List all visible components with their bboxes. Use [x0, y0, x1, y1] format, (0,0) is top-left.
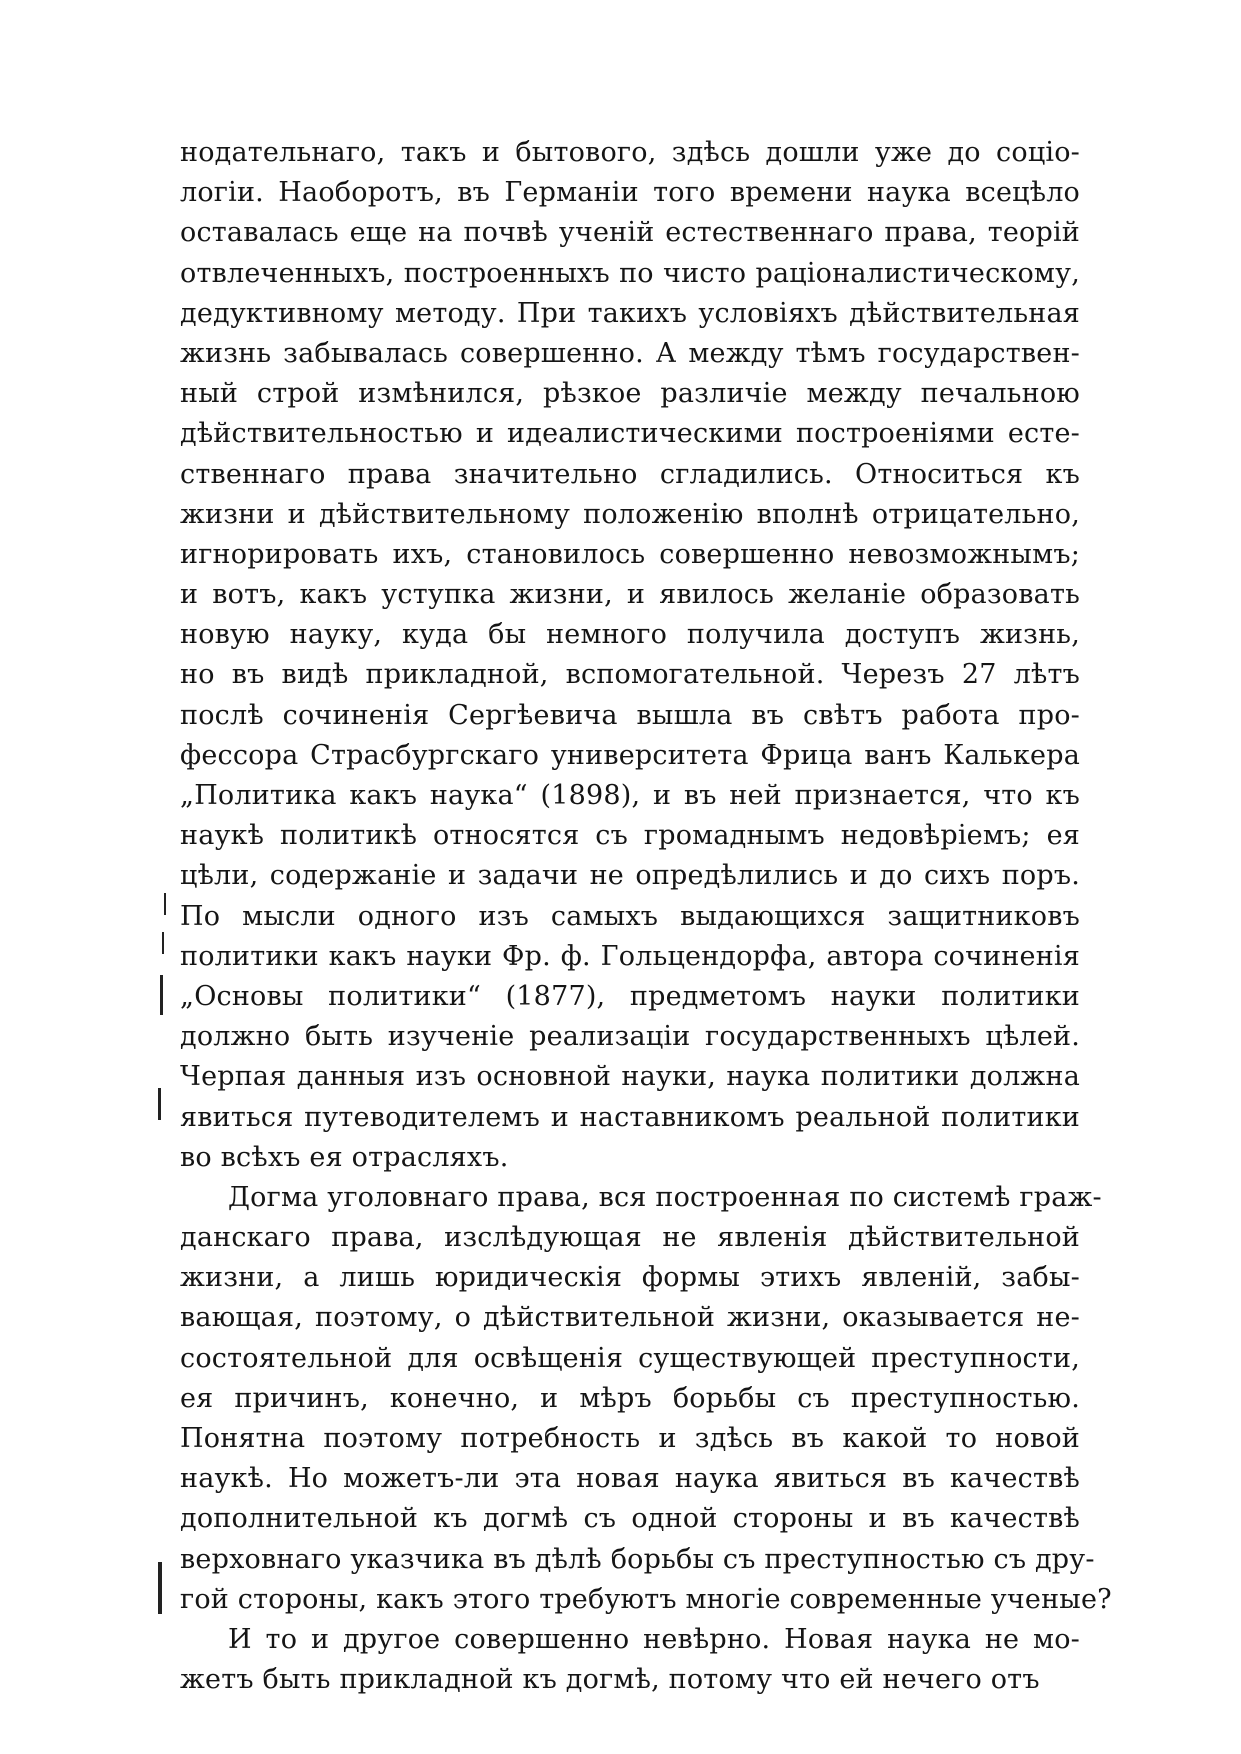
- text-line: наукѣ. Но можетъ-ли эта новая наука явиться въ качествѣ: [180, 1463, 1080, 1495]
- body-text: [180, 133, 1112, 1700]
- margin-tick-mark: [160, 975, 163, 1015]
- paragraph-2: [180, 1178, 1112, 1620]
- text-line: Понятна поэтому потребность и здѣсь въ какой то новой: [180, 1423, 1080, 1454]
- text-line: верховнаго указчика въ дѣлѣ борьбы съ преступностью съ дру-: [180, 1543, 1095, 1575]
- text-line: должно быть изученіе реализаціи государственныхъ цѣлей.: [180, 1021, 1080, 1053]
- text-line: политики какъ науки Фр. ф. Гольцендорфа, автора сочиненія: [180, 940, 1080, 972]
- text-line: отвлеченныхъ, построенныхъ по чисто раціоналистическому,: [180, 257, 1080, 289]
- text-line: послѣ сочиненія Сергѣевича вышла въ свѣтъ работа про-: [180, 699, 1080, 731]
- text-line: новую науку, куда бы немного получила доступъ жизнь,: [180, 619, 1080, 651]
- text-line: наукѣ политикѣ относятся съ громаднымъ недовѣріемъ; ея: [180, 820, 1080, 852]
- text-line: ея причинъ, конечно, и мѣръ борьбы съ преступностью.: [180, 1382, 1080, 1414]
- paragraph-1: [180, 133, 1080, 1178]
- text-line: вающая, поэтому, о дѣйствительной жизни, оказывается не-: [180, 1302, 1080, 1334]
- paragraph-3: [180, 1620, 1080, 1700]
- text-line: жизни и дѣйствительному положенію вполнѣ отрицательно,: [180, 498, 1080, 530]
- text-line: состоятельной для освѣщенія существующей преступности,: [180, 1342, 1080, 1374]
- margin-tick-mark: [164, 893, 166, 915]
- text-line: явиться путеводителемъ и наставникомъ реальной политики: [180, 1101, 1080, 1133]
- text-line: По мысли одного изъ самыхъ выдающихся защитниковъ: [180, 900, 1080, 932]
- text-line: ный строй измѣнился, рѣзкое различіе между печальною: [180, 378, 1080, 410]
- text-line: „Политика какъ наука“ (1898), и въ ней признается, что къ: [180, 780, 1080, 811]
- text-line: гой стороны, какъ этого требуютъ многіе современные ученые?: [180, 1583, 1112, 1615]
- text-line: во всѣхъ ея отрасляхъ.: [180, 1141, 509, 1173]
- text-line: „Основы политики“ (1877), предметомъ науки политики: [180, 980, 1080, 1012]
- margin-tick-mark: [162, 932, 164, 954]
- text-line: Догма уголовнаго права, вся построенная по системѣ граж-: [228, 1181, 1102, 1213]
- text-line: жизнь забывалась совершенно. А между тѣмъ государствен-: [180, 337, 1080, 369]
- text-line: цѣли, содержаніе и задачи не опредѣлились и до сихъ поръ.: [180, 860, 1080, 892]
- text-line: нодательнаго, такъ и бытового, здѣсь дошли уже до соціо-: [180, 137, 1080, 168]
- text-line: но въ видѣ прикладной, вспомогательной. Черезъ 27 лѣтъ: [180, 659, 1080, 691]
- text-line: фессора Страсбургскаго университета Фрица ванъ Калькера: [180, 739, 1080, 771]
- margin-tick-mark: [158, 1562, 162, 1614]
- text-line: и вотъ, какъ уступка жизни, и явилось желаніе образовать: [180, 579, 1080, 611]
- text-line: жетъ быть прикладной къ догмѣ, потому что ей нечего отъ: [180, 1664, 1040, 1696]
- text-line: Черпая данныя изъ основной науки, наука политики должна: [180, 1061, 1080, 1093]
- margin-tick-mark: [158, 1088, 161, 1120]
- text-line: логіи. Наоборотъ, въ Германіи того времени наука всецѣло: [180, 177, 1080, 209]
- text-line: ственнаго права значительно сгладились. Относиться къ: [180, 458, 1080, 490]
- text-line: жизни, а лишь юридическія формы этихъ явленій, забы-: [180, 1262, 1080, 1294]
- text-line: дѣйствительностью и идеалистическими построеніями есте-: [180, 418, 1080, 450]
- text-line: И то и другое совершенно невѣрно. Новая наука не мо-: [228, 1623, 1080, 1655]
- text-line: дополнительной къ догмѣ съ одной стороны и въ качествѣ: [180, 1503, 1080, 1535]
- text-line: дедуктивному методу. При такихъ условіяхъ дѣйствительная: [180, 297, 1080, 329]
- text-line: игнорировать ихъ, становилось совершенно невозможнымъ;: [180, 538, 1080, 570]
- text-line: оставалась еще на почвѣ ученій естественнаго права, теорій: [180, 217, 1080, 249]
- text-line: данскаго права, изслѣдующая не явленія дѣйствительной: [180, 1222, 1080, 1254]
